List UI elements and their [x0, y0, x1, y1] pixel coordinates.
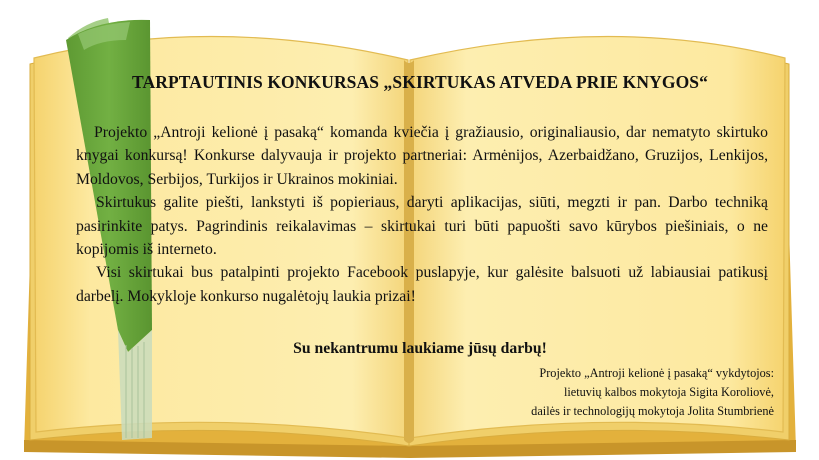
paragraph-invitation: Projekto „Antroji kelionė į pasaką“ komanda kviečia į gražiausio, originaliausio, dar nematyto skirtuko knygai konkursą! Konkurse dalyvauja ir projekto partneriai: Armėnijos, Azerbaidžano, Gruzijos, Lenkijos, Moldovos, Serbijos, Turkijos ir Ukrainos mokiniai. — [76, 124, 768, 188]
closing-line: Su nekantrumu laukiame jūsų darbų! — [293, 340, 547, 357]
paragraph-voting: Visi skirtukai bus patalpinti projekto Facebook puslapyje, kur galėsite balsuoti už labiausiai patikusį darbelį. Mokykloje konkurso nugalėtojų laukia prizai! — [76, 264, 768, 305]
signature-line-organizers: Projekto „Antroji kelionė į pasaką“ vykdytojos: — [539, 366, 774, 380]
signature-line-teacher-2: dailės ir technologijų mokytoja Jolita Stumbrienė — [531, 404, 774, 418]
page-title: TARPTAUTINIS KONKURSAS „SKIRTUKAS ATVEDA PRIE KNYGOS“ — [132, 72, 708, 92]
signature-line-teacher-1: lietuvių kalbos mokytoja Sigita Koroliovė, — [563, 385, 774, 399]
signature-block — [354, 364, 774, 421]
paragraph-techniques: Skirtukus galite piešti, lankstyti iš popieriaus, daryti aplikacijas, siūti, megzti ir pan. Darbo techniką pasirinkite patys. Pagrindinis reikalavimas – skirtukai turi būti papuošti savo kūrybos piešiniais, o ne kopijomis iš interneto. — [76, 194, 768, 259]
invitation-text — [76, 121, 768, 308]
